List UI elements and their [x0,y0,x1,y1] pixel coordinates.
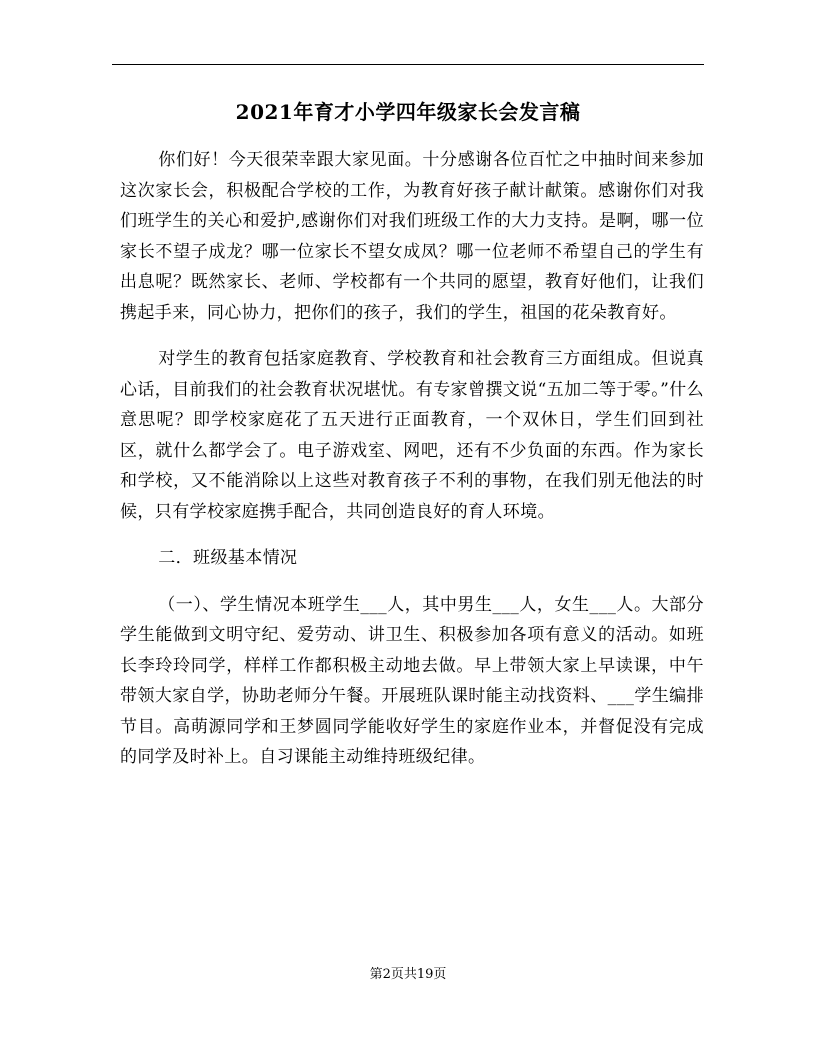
paragraph-student-info: （一）、学生情况本班学生___人，其中男生___人，女生___人。大部分学生能做到文明守纪、爱劳动、讲卫生、积极参加各项有意义的活动。如班长李玲玲同学，样样工作都积极主动地去做。早上带领大家上早读课，中午带领大家自学，协助老师分午餐。开展班队课时能主动找资料、___学生编排节目。高萌源同学和王梦圆同学能收好学生的家庭作业本，并督促没有完成的同学及时补上。自习课能主动维持班级纪律。 [120,594,704,767]
paragraph-education: 对学生的教育包括家庭教育、学校教育和社会教育三方面组成。但说真心话，目前我们的社会教育状况堪忧。有专家曾撰文说“五加二等于零。”什么意思呢？即学校家庭花了五天进行正面教育，一个双休日，学生们回到社区，就什么都学会了。电子游戏室、网吧，还有不少负面的东西。作为家长和学校，又不能消除以上这些对教育孩子不利的事物，在我们别无他法的时候，只有学校家庭携手配合，共同创造良好的育人环境。 [120,349,704,522]
document-title: 2021年育才小学四年级家长会发言稿 [235,100,581,124]
section-heading-class-info: 二．班级基本情况 [158,548,298,568]
paragraph-greeting: 你们好！今天很荣幸跟大家见面。十分感谢各位百忙之中抽时间来参加这次家长会，积极配合学校的工作，为教育好孩子献计献策。感谢你们对我们班学生的关心和爱护,感谢你们对我们班级工作的大力支持。是啊，哪一位家长不望子成龙？哪一位家长不望女成凤？哪一位老师不希望自己的学生有出息呢？既然家长、老师、学校都有一个共同的愿望，教育好他们，让我们携起手来，同心协力，把你们的孩子，我们的学生，祖国的花朵教育好。 [120,150,704,323]
header-rule [112,64,704,65]
page-number: 第2页共19页 [369,967,447,982]
document-body [120,145,704,789]
